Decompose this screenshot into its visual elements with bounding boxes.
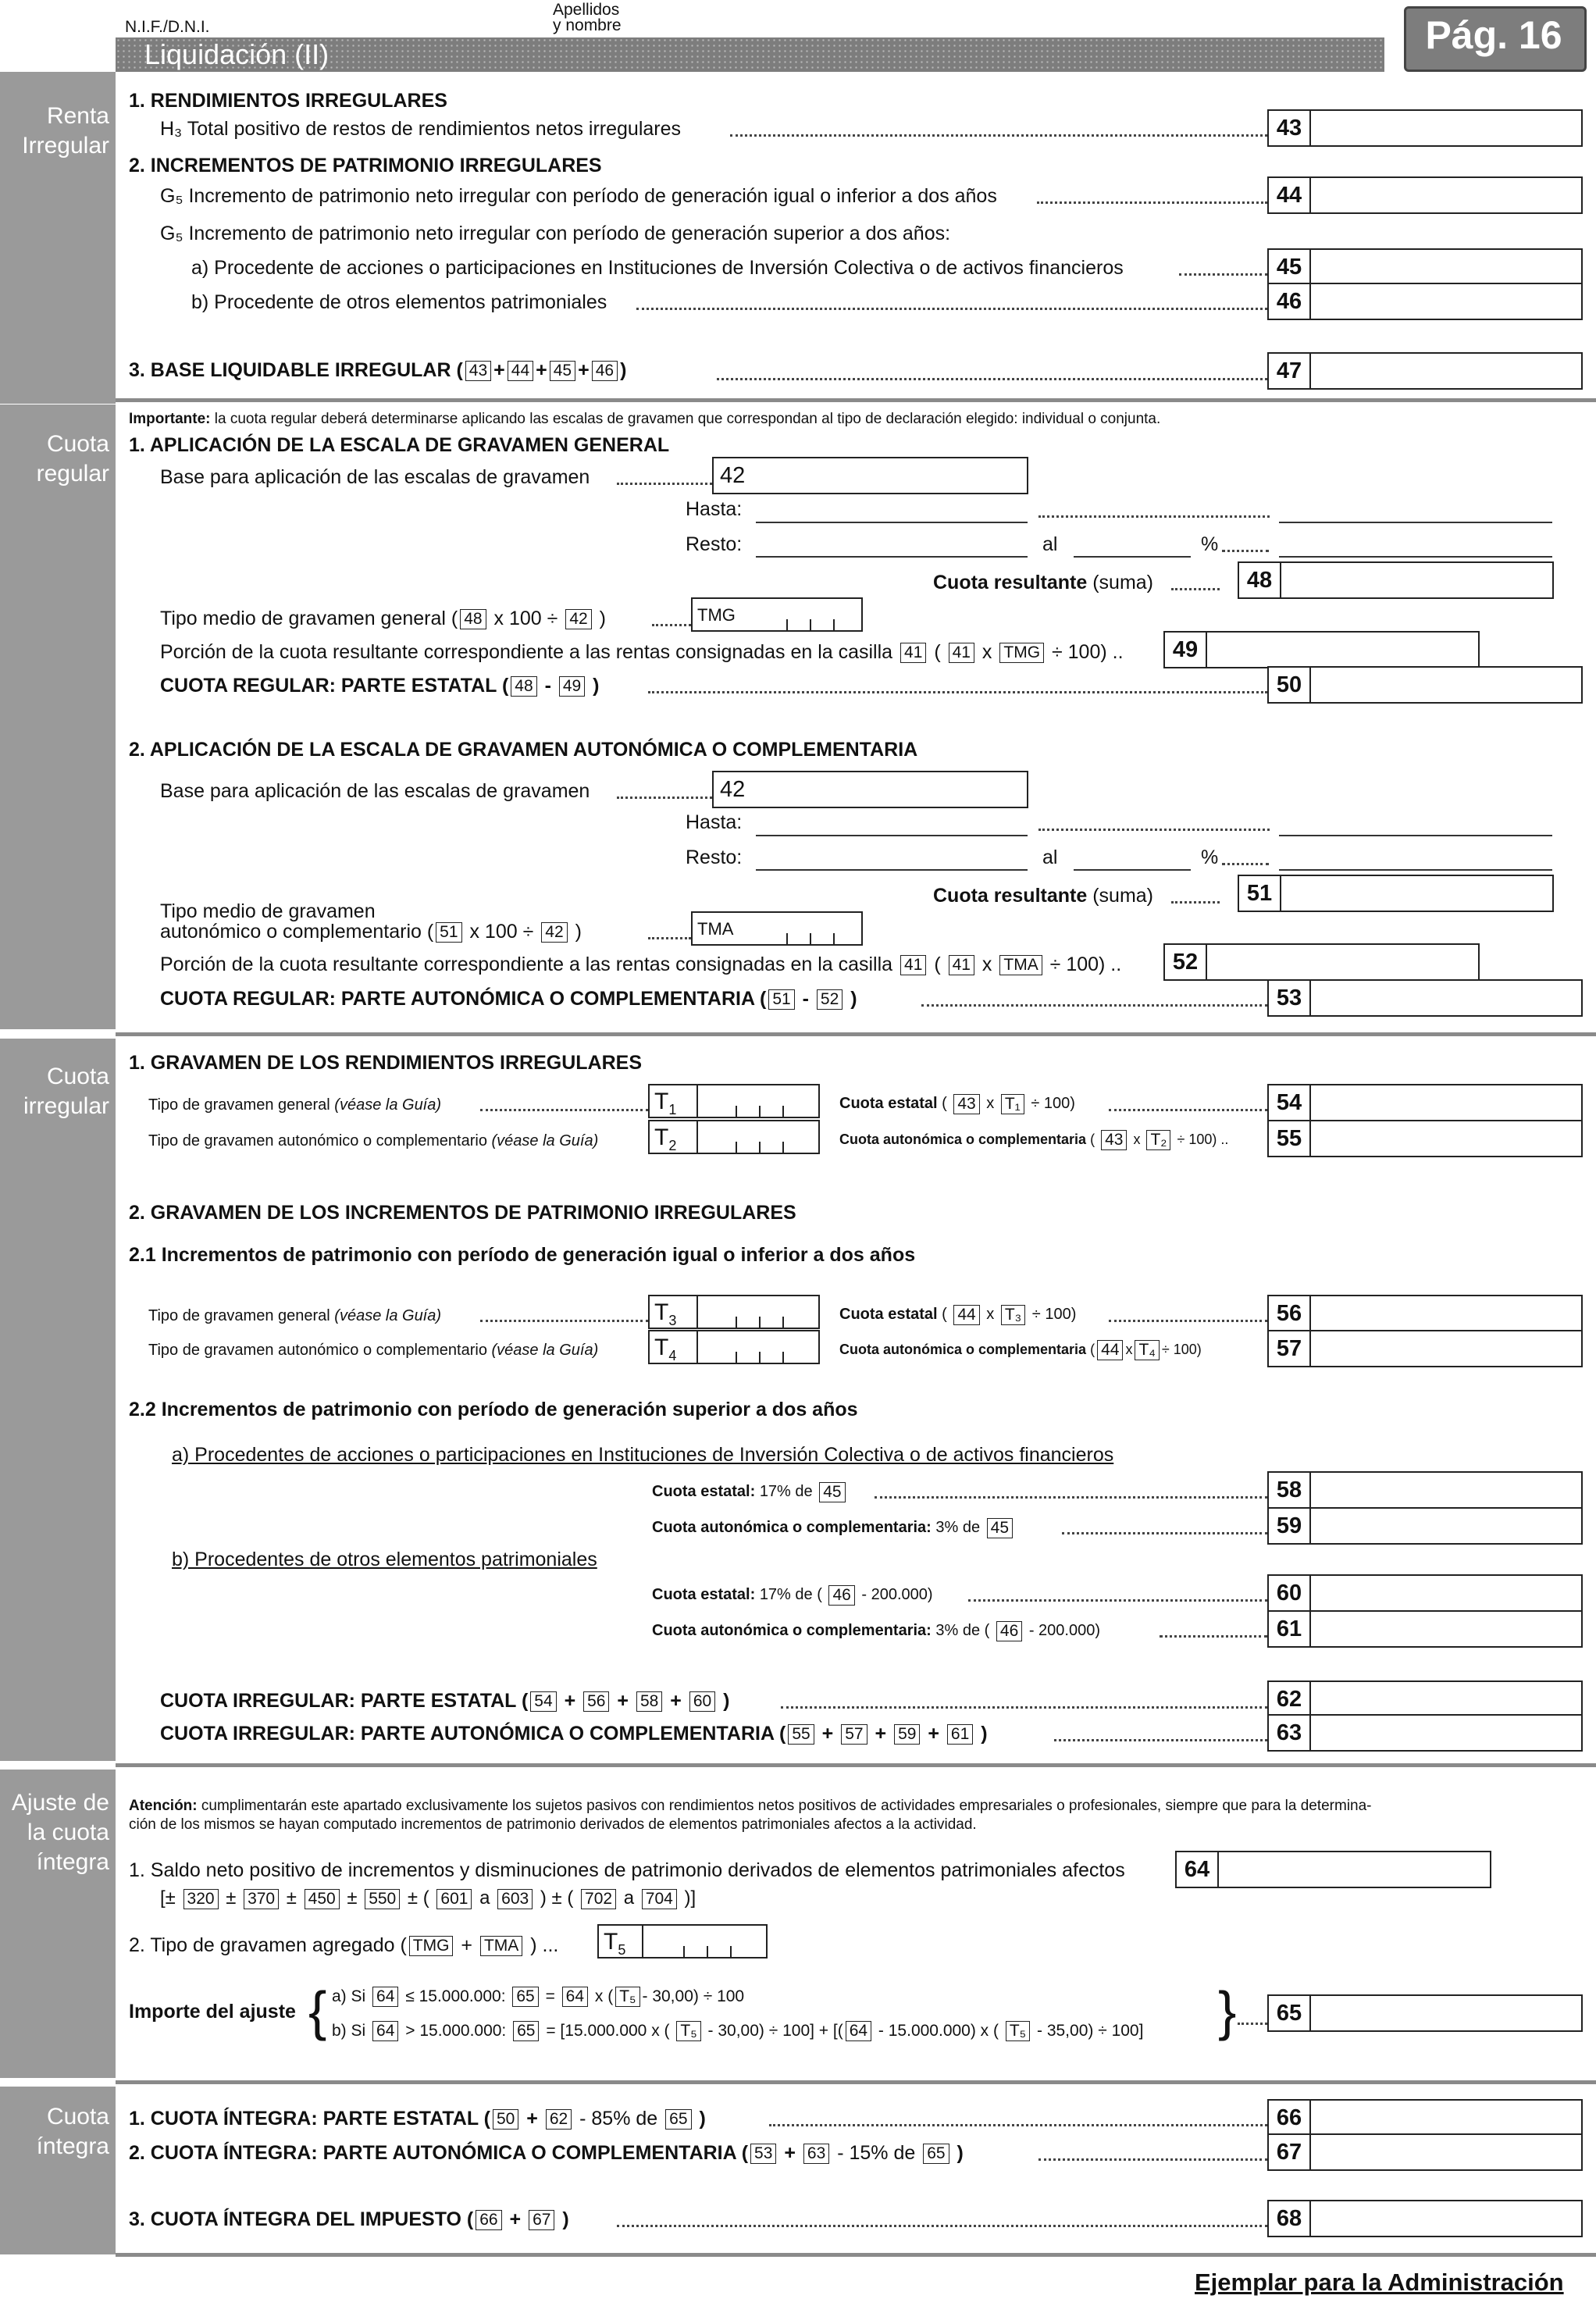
atencion-note-1: Atención: cumplimentarán este apartado exclusivamente los sujetos pasivos con rendimientos netos positivos de actividades empresariales o profesionales, siempre que para la determina- xyxy=(129,1798,1372,1814)
tipo-medio-general-label: Tipo medio de gravamen general ( 48 x 100 ÷ 42 ) xyxy=(160,608,606,629)
al-field-2[interactable] xyxy=(1074,869,1191,871)
hasta-leader-2 xyxy=(1038,829,1270,831)
cuota-estatal-54-label: Cuota estatal ( 43 x T₁ ÷ 100) xyxy=(839,1094,1075,1113)
hasta-result-2[interactable] xyxy=(1279,835,1552,836)
leader xyxy=(717,378,1267,380)
leader xyxy=(617,797,712,799)
t4-field[interactable]: $T_4$ xyxy=(648,1330,820,1364)
row-44-label: G₅ Incremento de patrimonio neto irregular con período de generación igual o inferior a dos años xyxy=(160,185,997,207)
importante-note: Importante: la cuota regular deberá determinarse aplicando las escalas de gravamen que correspondan al tipo de declaración elegido: individual o conjunta. xyxy=(129,411,1161,427)
leader xyxy=(1171,901,1220,904)
field-55[interactable]: 55 xyxy=(1267,1120,1583,1157)
leader xyxy=(730,134,1267,137)
leader xyxy=(1238,2023,1267,2025)
field-58[interactable]: 58 xyxy=(1267,1471,1583,1509)
saldo-neto-formula: [± 320 ± 370 ± 450 ± 550 ± ( 601 a 603 ) ± ( 702 a 704 )] xyxy=(160,1887,696,1909)
field-67[interactable]: 67 xyxy=(1267,2133,1583,2171)
field-50[interactable]: 50 xyxy=(1267,666,1583,704)
leader xyxy=(617,2225,1267,2227)
apellidos-label: Apellidos xyxy=(553,1,620,19)
cuota-integra-autonomica-label: 2. CUOTA ÍNTEGRA: PARTE AUTONÓMICA O COMPLEMENTARIA ( 53 + 63 - 15% de 65 ) xyxy=(129,2142,964,2164)
field-44[interactable]: 44 xyxy=(1267,176,1583,214)
cuota-integra-estatal-label: 1. CUOTA ÍNTEGRA: PARTE ESTATAL ( 50 + 62 - 85% de 65 ) xyxy=(129,2108,706,2130)
field-53[interactable]: 53 xyxy=(1267,979,1583,1017)
row-45-label: a) Procedente de acciones o participaciones en Instituciones de Inversión Colectiva o de activos financieros xyxy=(191,257,1124,279)
leader xyxy=(781,1706,1267,1709)
cuota-aut-55-label: Cuota autonómica o complementaria ( 43 x T₂ ÷ 100) .. xyxy=(839,1131,1229,1149)
field-43[interactable]: 43 xyxy=(1267,109,1583,147)
heading-escala-autonomica: 2. APLICACIÓN DE LA ESCALA DE GRAVAMEN AUTONÓMICA O COMPLEMENTARIA xyxy=(129,739,918,761)
field-54[interactable]: 54 xyxy=(1267,1084,1583,1121)
row-46-label: b) Procedente de otros elementos patrimoniales xyxy=(191,291,607,313)
base-field-42[interactable]: 42 xyxy=(712,457,1028,494)
section-label-renta: Renta Irregular xyxy=(22,103,109,159)
field-65[interactable]: 65 xyxy=(1267,1994,1583,2032)
t1-field[interactable]: $T_1$ xyxy=(648,1084,820,1118)
cuota-estatal-56-label: Cuota estatal ( 44 x T₃ ÷ 100) xyxy=(839,1305,1077,1324)
cuota-resultante-label-2: Cuota resultante (suma) xyxy=(933,885,1153,907)
resto-field-2[interactable] xyxy=(756,869,1028,871)
apellidos-label-2: y nombre xyxy=(553,16,622,34)
al-label: al xyxy=(1042,533,1058,555)
leader xyxy=(1037,201,1267,204)
leader xyxy=(1171,588,1220,590)
leader xyxy=(648,937,691,939)
field-62[interactable]: 62 xyxy=(1267,1680,1583,1718)
pct-label: % xyxy=(1201,533,1219,555)
leader xyxy=(1109,1320,1267,1322)
page-number: Pág. 16 xyxy=(1425,13,1562,57)
al-label-2: al xyxy=(1042,846,1058,868)
pct-label-2: % xyxy=(1201,846,1219,868)
base-field-42-b[interactable]: 42 xyxy=(712,771,1028,808)
leader xyxy=(1109,1109,1267,1111)
tma-field[interactable]: TMA xyxy=(691,911,863,946)
field-47[interactable]: 47 xyxy=(1267,352,1583,390)
leader xyxy=(1054,1739,1267,1741)
cuota-aut-57-label: Cuota autonómica o complementaria ( 44 x T₄ ÷ 100) xyxy=(839,1341,1202,1360)
field-60[interactable]: 60 xyxy=(1267,1574,1583,1612)
heading-rendimientos-irregulares: 1. RENDIMIENTOS IRREGULARES xyxy=(129,90,447,112)
field-63[interactable]: 63 xyxy=(1267,1714,1583,1752)
leader xyxy=(480,1109,648,1111)
field-57[interactable]: 57 xyxy=(1267,1330,1583,1367)
hasta-field-2[interactable] xyxy=(756,835,1028,836)
leader xyxy=(921,1004,1267,1007)
cuota-regular-estatal-label: CUOTA REGULAR: PARTE ESTATAL ( 48 - 49 ) xyxy=(160,675,600,697)
hasta-field[interactable] xyxy=(756,522,1028,523)
subsection-a-label: a) Procedentes de acciones o participaciones en Instituciones de Inversión Colectiva o de activos financieros xyxy=(172,1444,1114,1466)
separator xyxy=(116,1032,1596,1036)
section-label-cuota-regular: Cuota regular xyxy=(36,431,109,487)
resto-result[interactable] xyxy=(1279,556,1552,558)
tipo-general-t3-label: Tipo de gravamen general (véase la Guía) xyxy=(148,1307,442,1324)
field-46[interactable]: 46 xyxy=(1267,283,1583,320)
field-68[interactable]: 68 xyxy=(1267,2200,1583,2237)
importe-ajuste-label: Importe del ajuste xyxy=(129,2001,296,2023)
brace-left: { xyxy=(308,1980,327,2041)
resto-field[interactable] xyxy=(756,556,1028,558)
base-label-1: Base para aplicación de las escalas de gravamen xyxy=(160,466,590,488)
base-label-2: Base para aplicación de las escalas de gravamen xyxy=(160,780,590,802)
footer-ejemplar: Ejemplar para la Administración xyxy=(1195,2269,1564,2296)
base-liquidable-irregular-label: 3. BASE LIQUIDABLE IRREGULAR ( 43 + 44 + 45 + 46 ) xyxy=(129,359,627,381)
tipo-general-t1-label: Tipo de gravamen general (véase la Guía) xyxy=(148,1096,442,1114)
leader xyxy=(1160,1635,1267,1638)
hasta-leader xyxy=(1038,515,1270,518)
separator xyxy=(116,398,1596,402)
tipo-aut-t4-label: Tipo de gravamen autonómico o complementario (véase la Guía) xyxy=(148,1342,599,1359)
field-59[interactable]: 59 xyxy=(1267,1507,1583,1545)
brace-right: } xyxy=(1218,1980,1237,2041)
heading-2-2: 2.2 Incrementos de patrimonio con período de generación superior a dos años xyxy=(129,1399,858,1420)
cuota-estatal-58-label: Cuota estatal: 17% de 45 xyxy=(652,1480,848,1503)
tipo-medio-aut-label-1: Tipo medio de gravamen xyxy=(160,900,376,922)
section-label-cuota-integra: Cuota íntegra xyxy=(36,2104,109,2159)
section-label-cuota-irregular: Cuota irregular xyxy=(23,1064,109,1119)
leader xyxy=(480,1320,648,1322)
leader xyxy=(1038,2158,1267,2161)
nif-label: N.I.F./D.N.I. xyxy=(125,18,210,36)
cuota-irregular-autonomica-label: CUOTA IRREGULAR: PARTE AUTONÓMICA O COMPLEMENTARIA ( 55 + 57 + 59 + 61 ) xyxy=(160,1723,988,1745)
hasta-label-2: Hasta: xyxy=(686,811,743,833)
heading-incrementos-irregulares: 2. INCREMENTOS DE PATRIMONIO IRREGULARES xyxy=(129,155,602,176)
leader xyxy=(648,691,1267,693)
leader xyxy=(617,483,712,485)
t5-field[interactable]: $T_5$ xyxy=(597,1924,768,1958)
separator xyxy=(116,2253,1596,2257)
cuota-aut-61-label: Cuota autonómica o complementaria: 3% de ( 46 - 200.000) xyxy=(652,1621,1100,1640)
cuota-aut-59-label: Cuota autonómica o complementaria: 3% de 45 xyxy=(652,1516,1015,1539)
hasta-label: Hasta: xyxy=(686,498,743,520)
porcion-label-2: Porción de la cuota resultante correspondiente a las rentas consignadas en la casilla 41 ( 41 x TMA ÷ 100) .. xyxy=(160,953,1122,975)
leader xyxy=(875,1496,1267,1499)
resto-label: Resto: xyxy=(686,533,743,555)
tipo-medio-aut-label-2: autonómico o complementario ( 51 x 100 ÷ 42 ) xyxy=(160,921,582,943)
cuota-regular-autonomica-label: CUOTA REGULAR: PARTE AUTONÓMICA O COMPLEMENTARIA ( 51 - 52 ) xyxy=(160,988,857,1010)
tipo-agregado-label: 2. Tipo de gravamen agregado ( TMG + TMA ) ... xyxy=(129,1934,559,1956)
atencion-note-2: ción de los mismos se hayan computado incrementos de patrimonio derivados de elementos patrimoniales afectos a la actividad. xyxy=(129,1816,977,1833)
leader xyxy=(1062,1532,1267,1534)
section-label-ajuste: Ajuste de la cuota íntegra xyxy=(11,1790,109,1875)
t3-field[interactable]: $T_3$ xyxy=(648,1295,820,1329)
leader xyxy=(1179,273,1267,276)
heading-2-1: 2.1 Incrementos de patrimonio con período de generación igual o inferior a dos años xyxy=(129,1244,916,1266)
g5-superior-label: G₅ Incremento de patrimonio neto irregular con período de generación superior a dos años: xyxy=(160,223,951,244)
section-band-cuota-irregular xyxy=(0,1039,116,1761)
field-51[interactable]: 51 xyxy=(1238,875,1554,912)
heading-gravamen-incrementos: 2. GRAVAMEN DE LOS INCREMENTOS DE PATRIMONIO IRREGULARES xyxy=(129,1202,796,1224)
field-66[interactable]: 66 xyxy=(1267,2099,1583,2137)
leader xyxy=(636,308,1267,310)
row-43-label: H₃ Total positivo de restos de rendimientos netos irregulares xyxy=(160,118,682,140)
resto-result-2[interactable] xyxy=(1279,869,1552,871)
subsection-b-label: b) Procedentes de otros elementos patrimoniales xyxy=(172,1549,597,1570)
hasta-result[interactable] xyxy=(1279,522,1552,523)
al-field[interactable] xyxy=(1074,556,1191,558)
field-64[interactable]: 64 xyxy=(1175,1851,1491,1888)
leader xyxy=(769,2124,1267,2126)
cuota-integra-impuesto-label: 3. CUOTA ÍNTEGRA DEL IMPUESTO ( 66 + 67 ) xyxy=(129,2208,569,2230)
section-band-cuota-regular xyxy=(0,405,116,1029)
field-56[interactable]: 56 xyxy=(1267,1295,1583,1332)
field-49[interactable]: 49 xyxy=(1163,631,1480,668)
heading-gravamen-rendimientos: 1. GRAVAMEN DE LOS RENDIMIENTOS IRREGULARES xyxy=(129,1052,643,1074)
cuota-irregular-estatal-label: CUOTA IRREGULAR: PARTE ESTATAL ( 54 + 56 + 58 + 60 ) xyxy=(160,1690,730,1712)
separator xyxy=(116,1763,1596,1767)
ajuste-formula-a: a) Si 64 ≤ 15.000.000: 65 = 64 x ( T₅ - 30,00) ÷ 100 xyxy=(332,1987,745,2006)
page-title: Liquidación (II) xyxy=(144,38,330,70)
field-48[interactable]: 48 xyxy=(1238,561,1554,599)
field-52[interactable]: 52 xyxy=(1163,943,1480,981)
heading-escala-general: 1. APLICACIÓN DE LA ESCALA DE GRAVAMEN GENERAL xyxy=(129,434,670,456)
separator xyxy=(116,2080,1596,2084)
leader xyxy=(1222,863,1269,865)
leader xyxy=(652,624,691,626)
field-61[interactable]: 61 xyxy=(1267,1610,1583,1648)
cuota-resultante-label: Cuota resultante (suma) xyxy=(933,572,1153,593)
field-45[interactable]: 45 xyxy=(1267,248,1583,286)
leader xyxy=(1222,550,1269,552)
saldo-neto-64-label: 1. Saldo neto positivo de incrementos y disminuciones de patrimonio derivados de elementos patrimoniales afectos xyxy=(129,1859,1125,1881)
porcion-label-1: Porción de la cuota resultante correspondiente a las rentas consignadas en la casilla 41 ( 41 x TMG ÷ 100) .. xyxy=(160,641,1124,663)
resto-label-2: Resto: xyxy=(686,846,743,868)
tmg-field[interactable]: TMG xyxy=(691,597,863,632)
cuota-estatal-60-label: Cuota estatal: 17% de ( 46 - 200.000) xyxy=(652,1585,933,1604)
leader xyxy=(968,1599,1267,1602)
t2-field[interactable]: $T_2$ xyxy=(648,1120,820,1154)
ajuste-formula-b: b) Si 64 > 15.000.000: 65 = [15.000.000 x ( T₅ - 30,00) ÷ 100] + [( 64 - 15.000.000) x ( T₅ - 35,00) ÷ 100] xyxy=(332,2022,1144,2040)
tipo-aut-t2-label: Tipo de gravamen autonómico o complementario (véase la Guía) xyxy=(148,1132,599,1149)
